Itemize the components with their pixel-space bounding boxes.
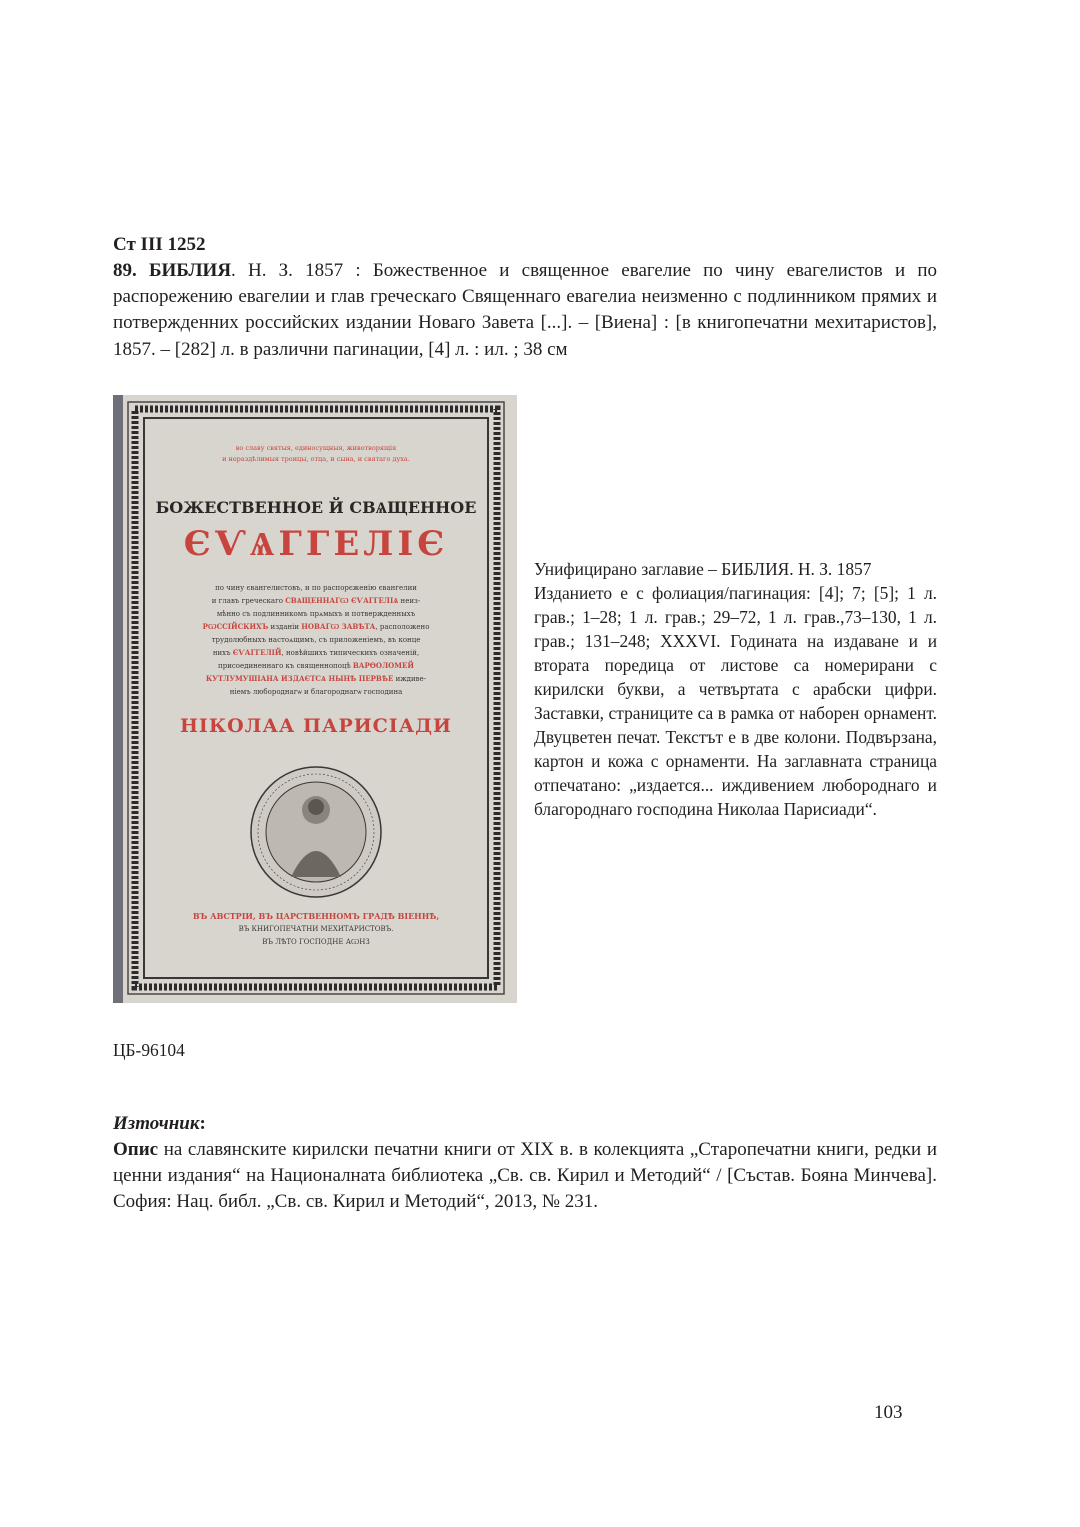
- photo-title-black: БОЖЕСТВЕННОЕ Й СВѦЩЕННОЕ: [155, 498, 477, 517]
- photo-imprint-2: ВЪ КНИГОПЕЧАТНИ МЕХИТАРИСТОВЪ.: [238, 925, 394, 933]
- photo-header-text: во славу святыя, единосущныя, животворящія: [235, 444, 397, 452]
- svg-text:по чину євангелистовъ, и по ра: по чину євангелистовъ, и по распорєженію євангелии: [215, 584, 417, 592]
- svg-text:КУТЛУМУШІАНА ИЗДАЄТСѦ НЫНѢ ПЕР: КУТЛУМУШІАНА ИЗДАЄТСѦ НЫНѢ ПЕРВѢЕ иждиве-: [205, 674, 427, 683]
- svg-text:мѣнно съ подлинникомъ прѧмыхъ: мѣнно съ подлинникомъ прѧмыхъ и потвержденныхъ: [216, 610, 416, 618]
- description-body: Изданието е с фолиация/пагинация: [4]; 7; [5]; 1 л. грав.; 1–28; 1 л. грав.; 29–72, 1 л. грав.,73–130, 1 л. грав.; 131–248; XXXVI. Годината на издаване и и втората поредица от листове са номерирани с кирилски букви, а четвъртата с арабски цифри. Заставки, страниците са в рамка от наборен орнамент. Двуцветен печат. Текстът е в две колони. Подвързана, картон и кожа с орнаменти. На заглавната страница отпечатано: „издается... иждивением любороднаго и благороднаго господина Николаа Парисиади“.: [534, 583, 937, 819]
- call-number: ЦБ-96104: [113, 1040, 185, 1060]
- description-note: [534, 557, 937, 821]
- source-text: [113, 1137, 937, 1216]
- entry-number: 89.: [113, 260, 137, 281]
- shelfmark: Ст III 1252: [113, 234, 206, 255]
- title-page-photo: [113, 395, 517, 1003]
- svg-text:присоединеннаго къ священнопоц: присоединеннаго къ священнопоцѣ ВАРѲОЛОМЕЙ: [218, 661, 414, 670]
- svg-text:и нераздѣлимыя троицы, отца, и: и нераздѣлимыя троицы, отца, и сына, и святаго духа.: [222, 455, 410, 463]
- photo-imprint-1: ВЪ АВСТРІИ, ВЪ ЦАРСТВЕННОМЪ ГРАДѢ ВІЕННѢ,: [192, 911, 440, 921]
- svg-text:РѠССІЙСКИХЪ изданіи НОВАГѠ ЗАВ: РѠССІЙСКИХЪ изданіи НОВАГѠ ЗАВѢТА, расположено: [202, 622, 430, 631]
- photo-imprint-3: ВЪ ЛѢТО ГОСПОДНЕ АѠНЗ: [262, 938, 370, 946]
- photo-name: НІКОЛАА ПАРИСІАДИ: [179, 715, 453, 737]
- source-lead: Опис: [113, 1139, 159, 1160]
- page-number: 103: [874, 1402, 903, 1423]
- svg-text:ніемъ любороднагѡ и благородна: ніемъ любороднагѡ и благороднагѡ господина: [229, 688, 403, 696]
- catalog-entry: [113, 258, 937, 363]
- svg-text:трудолюбныхъ настоѧщимъ, съ пр: трудолюбныхъ настоѧщимъ, съ приложеніемъ, въ конце: [211, 636, 421, 644]
- source-body: на славянските кирилски печатни книги от XIX в. в колекцията „Старопечатни книги, редки и ценни издания“ на Националната библиотека „Св. св. Кирил и Методий“ / [Състав. Бояна Минчева]. София: Нац. библ. „Св. св. Кирил и Методий“, 2013, № 231.: [113, 1139, 937, 1213]
- photo-title-red: ЄѴѦГГЕЛІЄ: [183, 524, 449, 564]
- svg-text:и главъ греческаго СВѦЩЕННАГѠ: и главъ греческаго СВѦЩЕННАГѠ ЄѴАГГЕЛІѦ неиз-: [211, 596, 421, 605]
- svg-text:нихъ ЄѴАГГЕЛІЙ, новѣйшихъ типи: нихъ ЄѴАГГЕЛІЙ, новѣйшихъ типическихъ означеній,: [212, 648, 420, 657]
- entry-text: . Н. З. 1857 : Божественное и священное евагелие по чину евагелистов и по распорежению евагелии и глав греческаго Священнаго евагелиа неизменно с подлинником прямих и потвержденних российских издании Новаго Завета [...]. – [Виена] : [в книгопечатни мехитаристов], 1857. – [282] л. в различни пагинации, [4] л. : ил. ; 38 см: [113, 260, 937, 360]
- uniform-title: Унифицирано заглавие – БИБЛИЯ. Н. З. 1857: [534, 559, 872, 579]
- entry-title: БИБЛИЯ: [148, 260, 232, 281]
- source-heading: Източник:: [113, 1113, 206, 1134]
